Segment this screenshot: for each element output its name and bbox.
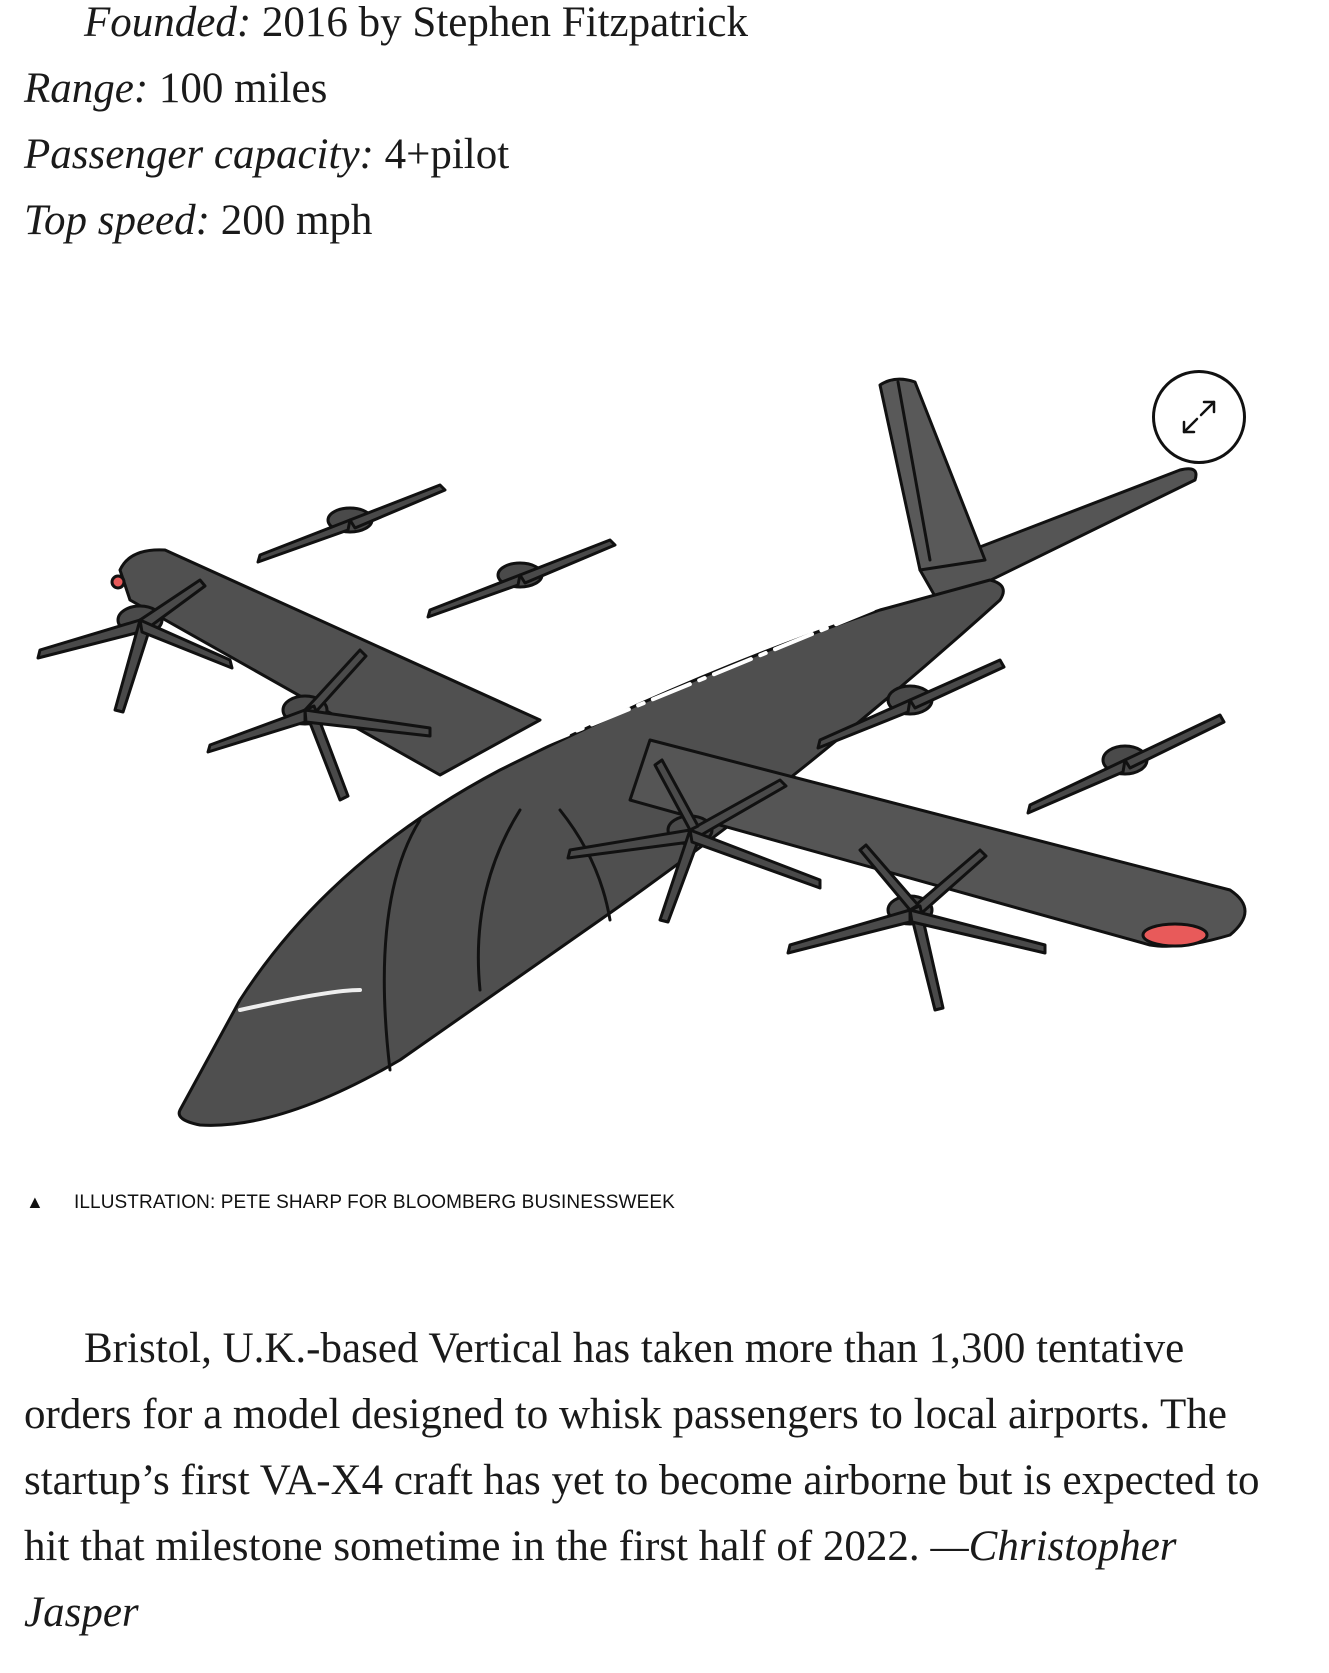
- evtol-aircraft-illustration: [0, 340, 1329, 1140]
- spec-range: [24, 56, 1244, 122]
- spec-founded-label: Founded:: [84, 0, 252, 46]
- figure-caption: [26, 1192, 675, 1214]
- spec-founded: [24, 0, 1244, 56]
- spec-range-label: Range:: [24, 65, 149, 112]
- spec-capacity: [24, 122, 1244, 188]
- aircraft-specs: [24, 0, 1244, 254]
- spec-speed: [24, 188, 1244, 254]
- spec-capacity-label: Passenger capacity:: [24, 131, 374, 178]
- expand-arrows-icon: [1179, 397, 1219, 437]
- spec-range-value: 100 miles: [148, 65, 328, 112]
- expand-image-button[interactable]: [1152, 370, 1246, 464]
- article-paragraph: [24, 1316, 1294, 1646]
- paragraph-text: Bristol, U.K.-based Vertical has taken more than 1,300 tentative orders for a model designed to whisk passengers to local airports. The startup’s first VA-X4 craft has yet to become airborne but is expected to hit that milestone sometime in the first half of 2022.: [24, 1325, 1260, 1570]
- spec-capacity-value: 4+pilot: [373, 131, 510, 178]
- caption-triangle-icon: ▲: [26, 1192, 44, 1212]
- caption-text: ILLUSTRATION: PETE SHARP FOR BLOOMBERG BUSINESSWEEK: [74, 1192, 675, 1213]
- byline: —Christopher Jasper: [24, 1523, 1177, 1636]
- spec-speed-label: Top speed:: [24, 197, 210, 244]
- spec-speed-value: 200 mph: [209, 197, 373, 244]
- spec-founded-value: 2016 by Stephen Fitzpatrick: [251, 0, 748, 46]
- article-figure: [0, 340, 1329, 1140]
